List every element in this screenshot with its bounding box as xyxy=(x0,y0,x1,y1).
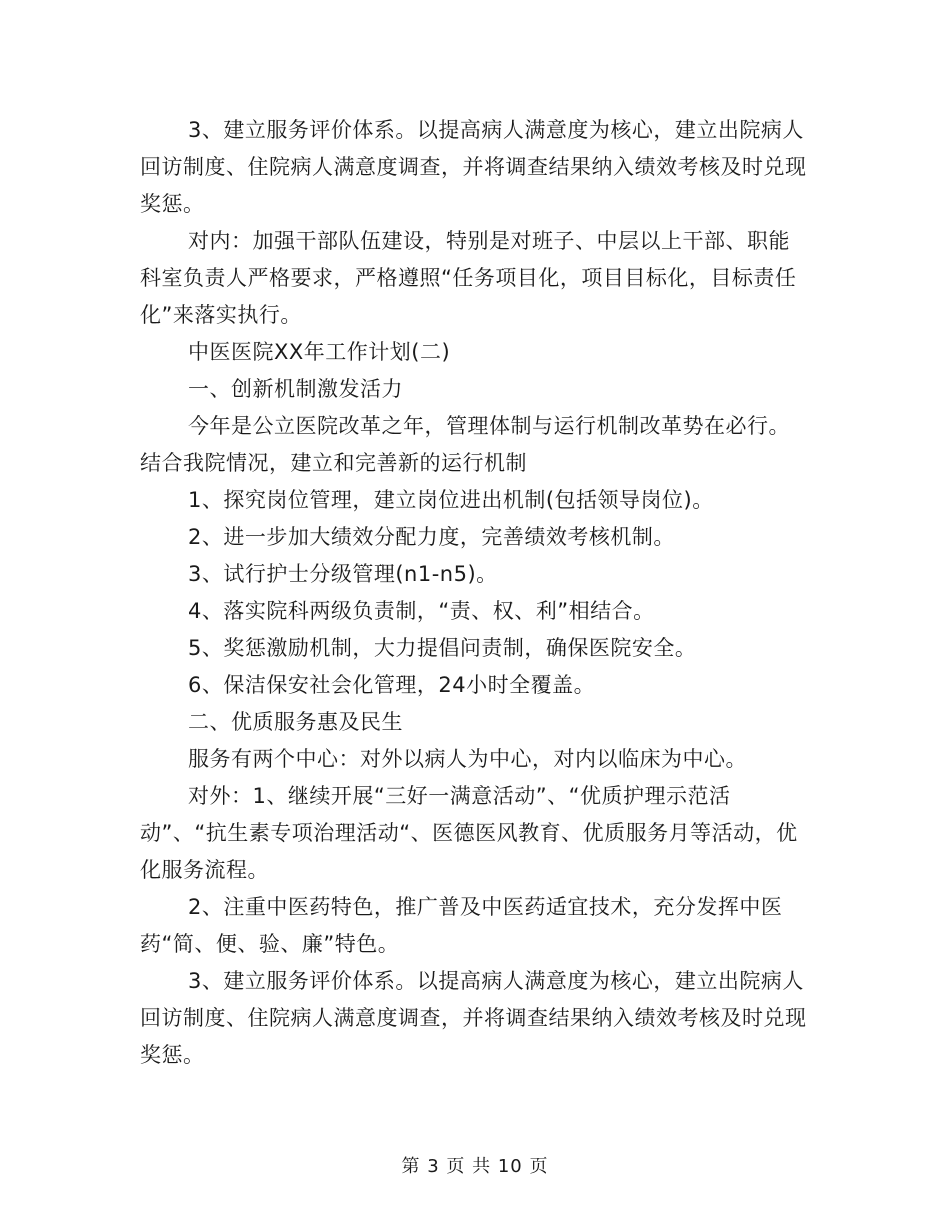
paragraph: 2、注重中医药特色，推广普及中医药适宜技术，充分发挥中医药“简、便、验、廉”特色。 xyxy=(140,895,783,956)
list-item: 5、奖惩激励机制，大力提倡问责制，确保医院安全。 xyxy=(188,636,697,660)
paragraph: 3、建立服务评价体系。以提高病人满意度为核心，建立出院病人回访制度、住院病人满意度调查，并将调查结果纳入绩效考核及时兑现奖惩。 xyxy=(140,118,807,216)
paragraph: 3、建立服务评价体系。以提高病人满意度为核心，建立出院病人回访制度、住院病人满意度调查，并将调查结果纳入绩效考核及时兑现奖惩。 xyxy=(140,969,807,1067)
list-item: 4、落实院科两级负责制，“责、权、利”相结合。 xyxy=(188,599,655,623)
paragraph: 对内：加强干部队伍建设，特别是对班子、中层以上干部、职能科室负责人严格要求，严格遵照“任务项目化，项目目标化，目标责任化”来落实执行。 xyxy=(140,229,797,327)
section-heading: 二、优质服务惠及民生 xyxy=(188,710,403,734)
document-body xyxy=(140,112,808,1074)
page-footer: 第 3 页 共 10 页 xyxy=(401,1156,549,1177)
section-heading: 一、创新机制激发活力 xyxy=(188,377,403,401)
paragraph: 对外：1、继续开展“三好一满意活动”、“优质护理示范活动”、“抗生素专项治理活动“、医德医风教育、优质服务月等活动，优化服务流程。 xyxy=(140,784,798,882)
list-item: 3、试行护士分级管理(n1-n5)。 xyxy=(188,562,498,586)
paragraph: 今年是公立医院改革之年，管理体制与运行机制改革势在必行。结合我院情况，建立和完善新的运行机制 xyxy=(140,414,790,475)
section-subtitle: 中医医院XX年工作计划(二) xyxy=(188,340,451,364)
paragraph: 服务有两个中心：对外以病人为中心，对内以临床为中心。 xyxy=(188,747,747,771)
list-item: 2、进一步加大绩效分配力度，完善绩效考核机制。 xyxy=(188,525,675,549)
list-item: 1、探究岗位管理，建立岗位进出机制(包括领导岗位)。 xyxy=(188,488,714,512)
list-item: 6、保洁保安社会化管理，24小时全覆盖。 xyxy=(188,673,596,697)
